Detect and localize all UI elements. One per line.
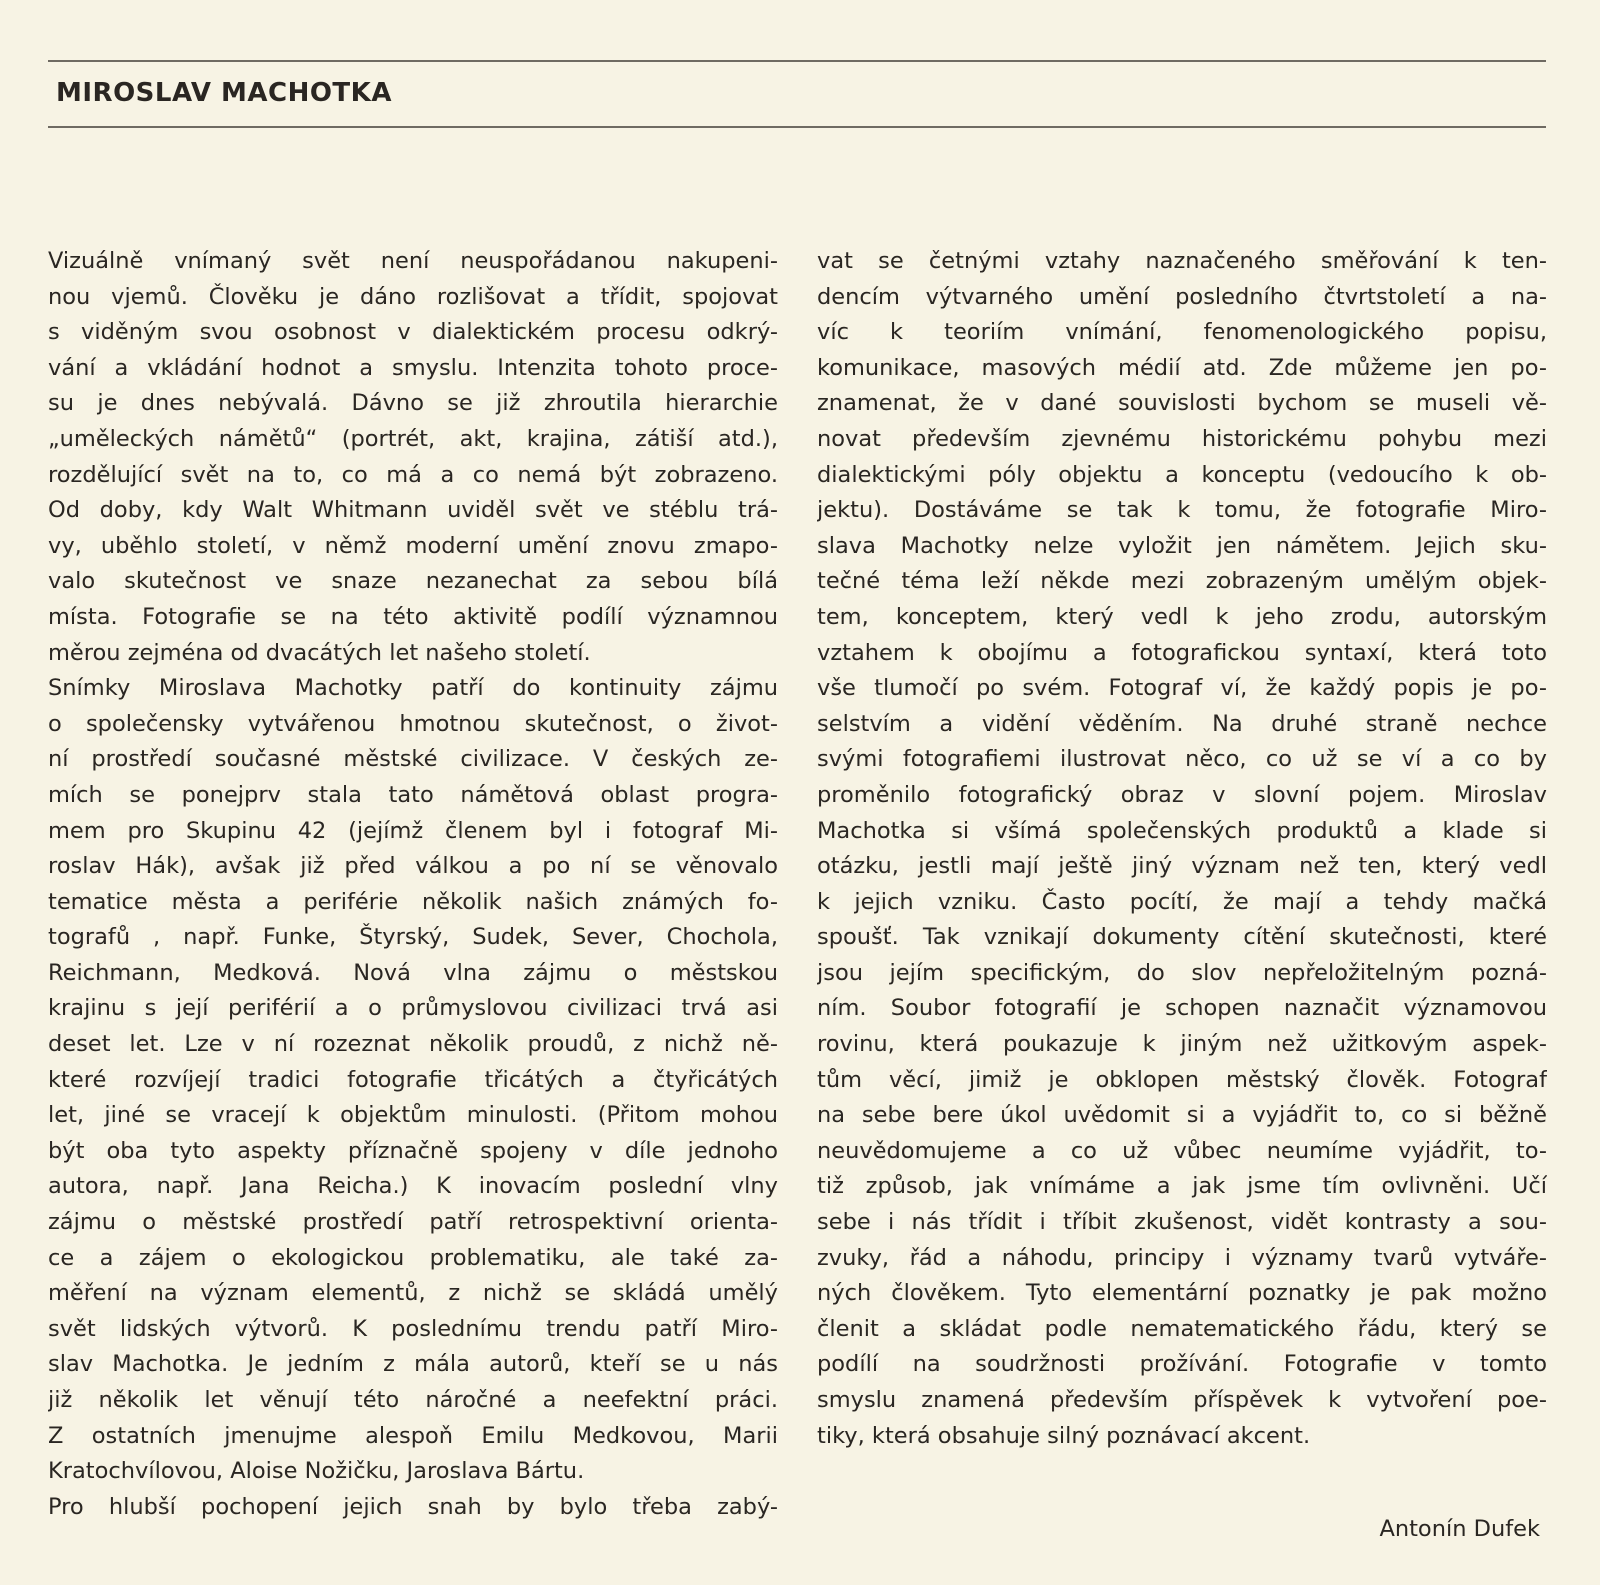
text-line: Kratochvílovou, Aloise Nožičku, Jaroslava Bártu. xyxy=(48,1458,585,1485)
article-right-column xyxy=(817,244,1547,1454)
text-line: zvuky, řád a náhodu, principy i významy tvarů vytváře- xyxy=(817,1244,1547,1271)
text-line: mích se ponejprv stala tato námětová oblast progra- xyxy=(48,781,778,808)
text-line: su je dnes nebývalá. Dávno se již zhroutila hierarchie xyxy=(48,390,778,417)
text-line: měření na význam elementů, z nichž se skládá umělý xyxy=(48,1280,778,1307)
text-line: Vizuálně vnímaný svět není neuspořádanou nakupeni- xyxy=(48,248,778,274)
text-line: ním. Soubor fotografií je schopen naznačit významovou xyxy=(817,995,1547,1022)
text-line: které rozvíjejí tradici fotografie třicátých a čtyřicátých xyxy=(48,1066,778,1093)
text-line: s viděným svou osobnost v dialektickém procesu odkrý- xyxy=(48,319,778,346)
text-line: proměnilo fotografický obraz v slovní pojem. Miroslav xyxy=(817,781,1547,808)
text-line: mem pro Skupinu 42 (jejímž členem byl i fotograf Mi- xyxy=(48,817,778,844)
text-line: vat se četnými vztahy naznačeného směřování k ten- xyxy=(817,248,1547,274)
text-line: neuvědomujeme a co už vůbec neumíme vyjádřit, to- xyxy=(817,1137,1547,1164)
top-rule xyxy=(48,60,1546,62)
text-line: krajinu s její periférií a o průmyslovou civilizaci trvá asi xyxy=(48,995,778,1022)
text-line: na sebe bere úkol uvědomit si a vyjádřit to, co si běžně xyxy=(817,1102,1547,1129)
text-line: Machotka si všímá společenských produktů a klade si xyxy=(817,817,1547,844)
text-line: vztahem k obojímu a fotografickou syntaxí, která toto xyxy=(817,639,1547,666)
text-line: místa. Fotografie se na této aktivitě podílí významnou xyxy=(48,603,778,630)
text-line: členit a skládat podle nematematického řádu, který se xyxy=(817,1315,1547,1342)
text-line: roslav Hák), avšak již před válkou a po ní se věnovalo xyxy=(48,853,778,880)
text-line: měrou zejména od dvacátých let našeho století. xyxy=(48,639,591,666)
text-line: vy, uběhlo století, v němž moderní umění znovu zmapo- xyxy=(48,532,778,559)
text-line: selstvím a vidění věděním. Na druhé straně nechce xyxy=(817,710,1547,737)
text-line: víc k teoriím vnímání, fenomenologického popisu, xyxy=(817,319,1547,346)
text-line: svět lidských výtvorů. K poslednímu trendu patří Miro- xyxy=(48,1315,778,1342)
page-title: MIROSLAV MACHOTKA xyxy=(56,78,392,108)
text-line: zájmu o městské prostředí patří retrospektivní orienta- xyxy=(48,1209,778,1236)
text-line: již několik let věnují této náročné a neefektní práci. xyxy=(48,1387,778,1413)
text-line: dencím výtvarného umění posledního čtvrtstoletí a na- xyxy=(817,283,1547,310)
text-line: let, jiné se vracejí k objektům minulosti. (Přitom mohou xyxy=(48,1102,778,1129)
text-line: sebe i nás třídit i tříbit zkušenost, vidět kontrasty a sou- xyxy=(817,1209,1547,1236)
text-line: Snímky Miroslava Machotky patří do kontinuity zájmu xyxy=(48,675,778,702)
text-line: novat především zjevnému historickému pohybu mezi xyxy=(817,425,1547,452)
text-line: tům věcí, jimiž je obklopen městský člověk. Fotograf xyxy=(817,1066,1547,1093)
text-line: ce a zájem o ekologickou problematiku, ale také za- xyxy=(48,1244,778,1271)
text-line: rovinu, která poukazuje k jiným než užitkovým aspek- xyxy=(817,1031,1547,1058)
author-signature: Antonín Dufek xyxy=(1379,1516,1540,1542)
text-line: znamenat, že v dané souvislosti bychom se museli vě- xyxy=(817,390,1547,417)
text-line: autora, např. Jana Reicha.) K inovacím poslední vlny xyxy=(48,1173,778,1200)
text-line: vání a vkládání hodnot a smyslu. Intenzita tohoto proce- xyxy=(48,354,778,381)
text-line: tiž způsob, jak vnímáme a jak jsme tím ovlivněni. Učí xyxy=(817,1173,1547,1200)
text-line: jektu). Dostáváme se tak k tomu, že fotografie Miro- xyxy=(817,497,1547,524)
text-line: rozdělující svět na to, co má a co nemá být zobrazeno. xyxy=(48,461,778,488)
text-line: nou vjemů. Člověku je dáno rozlišovat a třídit, spojovat xyxy=(48,283,778,310)
text-line: ní prostředí současné městské civilizace. V českých ze- xyxy=(48,746,778,773)
text-line: Pro hlubší pochopení jejich snah by bylo třeba zabý- xyxy=(48,1493,778,1520)
text-line: k jejich vzniku. Často pocítí, že mají a tehdy mačká xyxy=(817,888,1547,915)
text-line: tiky, která obsahuje silný poznávací akcent. xyxy=(817,1422,1311,1449)
text-line: tematice města a periférie několik našich známých fo- xyxy=(48,888,778,915)
text-line: Z ostatních jmenujme alespoň Emilu Medkovou, Marii xyxy=(48,1422,778,1449)
text-line: podílí na soudržnosti prožívání. Fotografie v tomto xyxy=(817,1351,1547,1378)
text-line: deset let. Lze v ní rozeznat několik proudů, z nichž ně- xyxy=(48,1031,778,1058)
text-line: ných člověkem. Tyto elementární poznatky je pak možno xyxy=(817,1280,1547,1307)
text-line: spoušť. Tak vznikají dokumenty cítění skutečnosti, které xyxy=(817,924,1547,951)
text-line: být oba tyto aspekty příznačně spojeny v díle jednoho xyxy=(48,1137,778,1164)
article-left-column xyxy=(48,244,778,1525)
text-line: slav Machotka. Je jedním z mála autorů, kteří se u nás xyxy=(48,1351,778,1378)
text-line: tečné téma leží někde mezi zobrazeným umělým objek- xyxy=(817,568,1547,595)
text-line: Od doby, kdy Walt Whitmann uviděl svět ve stéblu trá- xyxy=(48,497,778,524)
text-line: jsou jejím specifickým, do slov nepřeložitelným pozná- xyxy=(817,959,1547,986)
text-line: vše tlumočí po svém. Fotograf ví, že každý popis je po- xyxy=(817,675,1547,702)
text-line: Reichmann, Medková. Nová vlna zájmu o městskou xyxy=(48,959,778,986)
text-line: tem, konceptem, který vedl k jeho zrodu, autorským xyxy=(817,603,1547,630)
text-line: o společensky vytvářenou hmotnou skutečnost, o život- xyxy=(48,710,778,737)
text-line: otázku, jestli mají ještě jiný význam než ten, který vedl xyxy=(817,853,1547,880)
text-line: svými fotografiemi ilustrovat něco, co už se ví a co by xyxy=(817,746,1547,773)
text-line: dialektickými póly objektu a konceptu (vedoucího k ob- xyxy=(817,461,1547,488)
text-line: smyslu znamená především příspěvek k vytvoření poe- xyxy=(817,1387,1547,1413)
text-line: tografů , např. Funke, Štyrský, Sudek, Sever, Chochola, xyxy=(48,924,778,951)
text-line: „uměleckých námětů“ (portrét, akt, krajina, zátiší atd.), xyxy=(48,425,778,452)
text-line: slava Machotky nelze vyložit jen námětem. Jejich sku- xyxy=(817,532,1547,559)
title-underline-rule xyxy=(48,126,1546,128)
text-line: komunikace, masových médií atd. Zde můžeme jen po- xyxy=(817,354,1547,381)
text-line: valo skutečnost ve snaze nezanechat za sebou bílá xyxy=(48,568,778,595)
